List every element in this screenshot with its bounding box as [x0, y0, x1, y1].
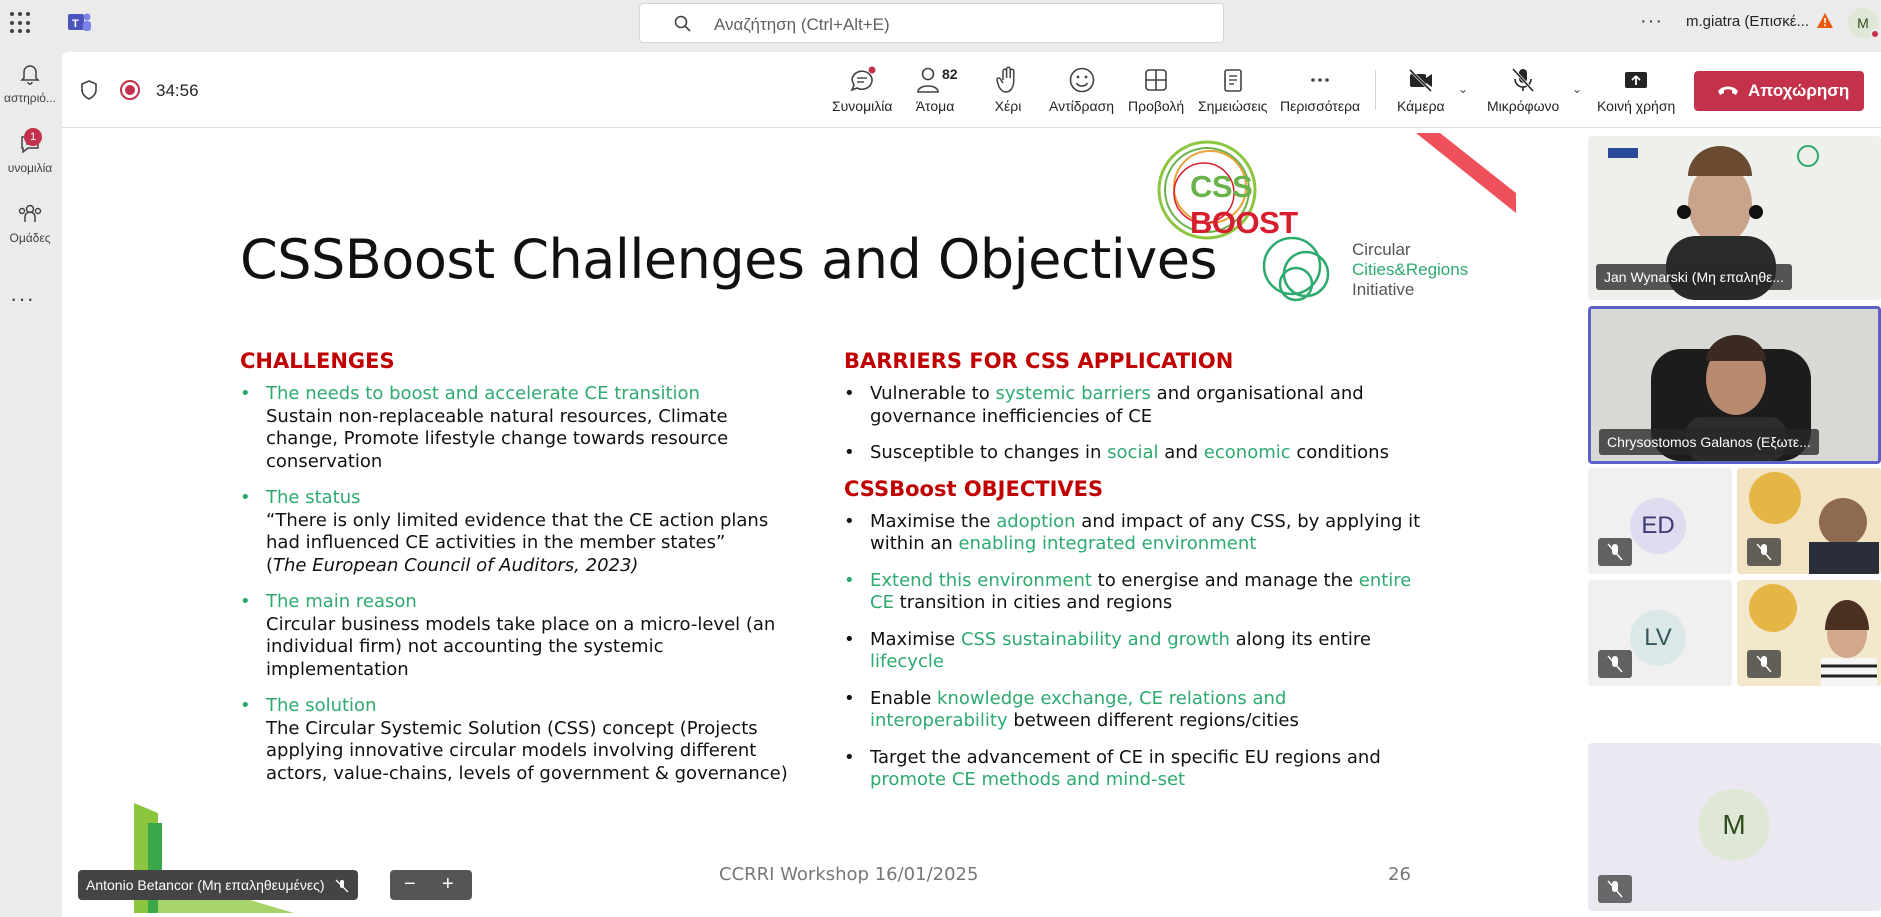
participant-tile-jan[interactable] [1588, 136, 1881, 300]
hang-up-icon [1716, 83, 1740, 97]
react-button-label: Αντίδραση [1049, 98, 1115, 114]
share-button[interactable] [1597, 66, 1675, 114]
challenge-head: The needs to boost and accelerate CE transition [266, 383, 700, 404]
more-options-icon[interactable]: ··· [1640, 10, 1663, 32]
more-apps-icon[interactable]: ··· [10, 286, 35, 311]
objective-item [844, 629, 1424, 674]
challenges-section [240, 349, 800, 799]
chat-button-label: Συνομιλία [832, 98, 893, 114]
text-run: Vulnerable to [870, 383, 996, 404]
objective-item [844, 511, 1424, 556]
participant-tile-chrysostomos[interactable] [1588, 306, 1881, 464]
camera-options-chevron-icon[interactable]: ⌄ [1458, 82, 1469, 96]
people-button-label: Άτομα [915, 98, 955, 114]
zoom-out-button[interactable]: − [404, 873, 416, 895]
text-run: and organisational and governance inefficiencies of CE [870, 383, 1364, 427]
people-count: 82 [942, 66, 958, 82]
ccri-text-line3: Initiative [1352, 280, 1415, 299]
app-rail [0, 46, 60, 917]
participant-tile-video-3[interactable] [1737, 468, 1881, 574]
text-run: along its entire [1229, 628, 1371, 650]
notes-button[interactable] [1198, 66, 1268, 114]
ccri-logo [1254, 228, 1469, 323]
text-run: conditions [1290, 442, 1389, 463]
warning-icon[interactable] [1816, 12, 1834, 30]
leave-button[interactable] [1694, 71, 1864, 111]
meeting-toolbar [62, 52, 1881, 128]
participant-name: Jan Wynarski (Μη επαληθε... [1596, 264, 1792, 290]
smiley-icon [1068, 66, 1096, 94]
challenge-head: The status [266, 487, 361, 508]
search-icon [674, 15, 692, 33]
text-run: and [1158, 442, 1204, 463]
text-run: to energise and manage the [1091, 569, 1359, 591]
chat-badge: 1 [24, 128, 42, 146]
camera-button[interactable] [1397, 66, 1445, 114]
account-name[interactable]: m.giatra (Επισκέ... [1686, 13, 1809, 30]
mic-button-label: Μικρόφωνο [1487, 98, 1560, 114]
view-button-label: Προβολή [1128, 98, 1185, 114]
barriers-heading: BARRIERS FOR CSS APPLICATION [844, 349, 1234, 373]
text-run: Maximise the [870, 510, 997, 532]
toolbar-divider [1375, 70, 1376, 110]
zoom-controls [390, 870, 472, 900]
ccri-text-line1: Circular [1352, 240, 1411, 259]
mic-off-icon [1509, 66, 1537, 94]
grid-view-icon [1142, 66, 1170, 94]
text-run-green: systemic barriers [995, 383, 1151, 404]
rail-label-teams: Ομάδες [9, 231, 51, 245]
teams-icon [17, 202, 43, 226]
text-run-green: social [1107, 442, 1159, 463]
search-box[interactable] [639, 3, 1224, 43]
user-avatar[interactable] [1848, 8, 1878, 38]
slide-corner-white [1440, 133, 1516, 193]
mic-button[interactable] [1487, 66, 1559, 114]
presenter-label [78, 870, 358, 900]
self-initials: M [1698, 789, 1770, 861]
challenges-heading: CHALLENGES [240, 349, 395, 373]
participant-tile-lv[interactable] [1588, 580, 1732, 686]
muted-mic-icon [1598, 875, 1632, 903]
objectives-heading: CSSBoost OBJECTIVES [844, 476, 1104, 501]
app-launcher-icon[interactable] [10, 12, 32, 34]
chat-button[interactable] [832, 66, 892, 114]
hand-button-label: Χέρι [994, 98, 1022, 114]
challenge-item [240, 487, 800, 577]
person-icon [915, 66, 941, 94]
text-run: and impact of any CSS, by applying it within an [870, 510, 1421, 554]
presenter-name: Antonio Betancor (Μη επαληθευμένες) [86, 877, 325, 893]
muted-mic-icon [1747, 538, 1781, 566]
mic-options-chevron-icon[interactable]: ⌄ [1572, 82, 1583, 96]
text-run: Enable [870, 687, 938, 709]
participant-initials: LV [1630, 610, 1686, 666]
meeting-timer: 34:56 [156, 81, 199, 100]
text-run: Susceptible to changes in [870, 442, 1108, 463]
muted-mic-icon [1747, 650, 1781, 678]
text-run-green: Extend this environment [870, 569, 1092, 591]
notes-button-label: Σημειώσεις [1198, 98, 1268, 114]
react-button[interactable] [1049, 66, 1114, 114]
challenge-body: Circular business models take place on a micro-level (an individual firm) not accounting the systemic implementation [266, 613, 776, 680]
text-run-green: economic [1203, 442, 1291, 463]
people-icon-wrap [915, 66, 958, 98]
participant-name: Chrysostomos Galanos (Εξωτε... [1599, 429, 1819, 455]
top-bar [0, 0, 1881, 46]
shared-slide [134, 133, 1516, 913]
text-run-green: CSS sustainability and growth [960, 628, 1230, 650]
challenges-list [240, 383, 800, 785]
text-run: transition in cities and regions [893, 592, 1173, 613]
presence-busy-icon [1870, 29, 1880, 39]
logo-css-text: CSS [1190, 169, 1253, 204]
ellipsis-icon [1306, 66, 1334, 94]
text-run: Target the advancement of CE in specific EU regions and [870, 746, 1381, 768]
slide-number: 26 [1388, 864, 1411, 885]
bell-icon [18, 62, 42, 86]
logo-boost-text: BOOST [1190, 205, 1298, 240]
leave-button-label: Αποχώρηση [1748, 81, 1850, 100]
avatar-initial: M [1857, 15, 1869, 31]
more-button[interactable] [1280, 66, 1360, 114]
text-run: between different regions/cities [1007, 710, 1299, 731]
text-run-green: entire CE [870, 569, 1412, 613]
rail-item-activity[interactable] [0, 62, 60, 105]
rail-item-chat[interactable] [0, 132, 60, 175]
challenge-item [240, 383, 800, 473]
text-run-green: enabling integrated environment [958, 533, 1257, 554]
challenge-body: “There is only limited evidence that the CE action plans had influenced CE activities in the member states” [266, 509, 769, 553]
objective-item [844, 688, 1424, 733]
notes-icon [1219, 66, 1247, 94]
teams-logo-icon [66, 10, 92, 34]
participant-tile-ed[interactable] [1588, 468, 1732, 574]
challenge-head: The solution [266, 695, 377, 716]
camera-button-label: Κάμερα [1397, 98, 1445, 114]
rail-label-activity: αστηριό... [4, 91, 56, 105]
objective-item [844, 570, 1424, 615]
text-run-green: promote CE methods and mind-set [870, 769, 1186, 790]
barriers-section [844, 349, 1424, 806]
svg-text:T: T [72, 18, 79, 30]
participant-initials: ED [1630, 498, 1686, 554]
text-run-green: knowledge exchange, CE relations and interoperability [870, 687, 1287, 731]
share-screen-icon [1622, 66, 1650, 94]
challenge-item [240, 695, 800, 785]
barrier-item [844, 442, 1424, 465]
challenge-item [240, 591, 800, 681]
shield-icon[interactable] [80, 80, 98, 100]
ccri-text-line2: Cities&Regions [1352, 260, 1469, 279]
meeting-window [62, 52, 1881, 917]
rail-item-teams[interactable] [0, 202, 60, 245]
challenge-source: The European Council of Auditors, 2023) [273, 554, 639, 576]
participant-tile-video-5[interactable] [1737, 580, 1881, 686]
muted-mic-icon [1598, 650, 1632, 678]
challenge-body: The Circular Systemic Solution (CSS) concept (Projects applying innovative circular models involving different actors, value-chains, levels of government & governance) [266, 717, 788, 784]
text-run-green: adoption [996, 510, 1076, 532]
mic-off-small-icon [334, 879, 350, 893]
challenge-body: Sustain non-replaceable natural resources, Climate change, Promote lifestyle change towards resource conservation [266, 405, 729, 472]
text-run: Maximise [870, 628, 961, 650]
people-button[interactable] [915, 66, 958, 114]
ccri-rings-icon [1254, 228, 1344, 318]
more-button-label: Περισσότερα [1280, 98, 1361, 114]
challenge-source-paren: ( [266, 554, 274, 576]
share-button-label: Κοινή χρήση [1597, 98, 1676, 114]
objectives-list [844, 511, 1424, 792]
objective-item [844, 747, 1424, 792]
slide-title: CSSBoost Challenges and Objectives [240, 228, 1218, 291]
raise-hand-button[interactable] [994, 66, 1022, 114]
chat-bubble-icon [848, 66, 876, 94]
barriers-list [844, 383, 1424, 465]
muted-mic-icon [1598, 538, 1632, 566]
search-placeholder: Αναζήτηση (Ctrl+Alt+E) [714, 15, 890, 34]
recording-icon [120, 80, 140, 100]
self-view-tile[interactable] [1588, 743, 1881, 911]
slide-footer: CCRRI Workshop 16/01/2025 [719, 864, 979, 885]
camera-off-icon [1407, 66, 1435, 94]
rail-label-chat: υνομιλία [7, 161, 53, 175]
zoom-in-button[interactable]: + [442, 873, 454, 895]
hand-icon [994, 66, 1022, 94]
challenge-head: The main reason [266, 591, 417, 612]
barrier-item [844, 383, 1424, 428]
text-run-green: lifecycle [870, 651, 944, 672]
view-button[interactable] [1128, 66, 1184, 114]
